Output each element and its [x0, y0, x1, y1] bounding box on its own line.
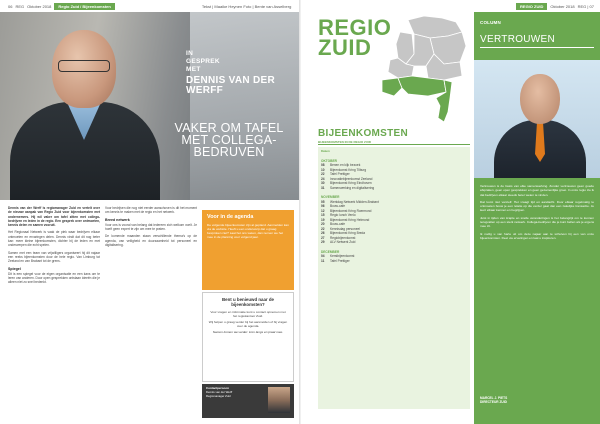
- event-title: Samenwerking en digitalisering: [330, 185, 375, 190]
- event-title: Tafel Prettiger: [330, 172, 350, 176]
- info-sidebox: [202, 292, 294, 382]
- article-column-1: [8, 206, 100, 288]
- contact-card: [202, 384, 294, 418]
- sidebox-text: Wij helpen u graag verder bij het aanmelden of bij vragen over de agenda.: [208, 320, 288, 329]
- column-signature: [480, 396, 507, 405]
- article-lead: Dennis van der Werff is regiomanager Zuid en vertelt over de nieuwe aanpak van Regio Zuid voor bijeenkomsten met ondernemers. Hij wil vaker om tafel zitten met collega-bedrijven en leden in de regio. Een gesprek over ontmoeten, kennis delen en samen vooruit.: [8, 206, 100, 228]
- interviewee-name: DENNIS VAN DER WERFF: [186, 75, 276, 96]
- event-title: Bijeenkomst Kring Tilburg: [330, 167, 367, 172]
- event-day: 31: [321, 185, 325, 190]
- article-subheading: Breed netwerk: [105, 217, 130, 222]
- event-title: Bouw-cafe: [330, 222, 346, 226]
- sidebox-quote: Samen komen we verder: kom langs en praat mee.: [212, 330, 284, 335]
- columnist-photo: [474, 60, 600, 178]
- event-day: 04: [321, 254, 325, 258]
- events-section-subtitle: BIJEENKOMSTEN IN DE REGIO ZUID: [318, 140, 372, 144]
- issue-date-right: Oktober 2018: [550, 3, 575, 9]
- article-paragraph: Het Regionaal Netwerk is vaak de plek waar bedrijven elkaar ontmoeten en ervaringen delen. Dennis vindt dat dit nog beter kan: meer kleine bijeenkomsten, dichter bij de leden en met onderwerpen die echt spelen.: [8, 230, 100, 248]
- event-title: ALV Netwerk Zuid: [330, 240, 356, 244]
- events-caption: Datum: [321, 149, 330, 153]
- credits: Tekst | Maaike Heynen Foto | Bente van Asselberg: [201, 3, 292, 9]
- issue-label: REG: [15, 3, 25, 9]
- column-paragraph: Dat komt niet vanzelf. Het vraagt tijd en aandacht. Door elkaar regelmatig te ontmoeten bouw je een relatie op die verder gaat dan een zakelijke transactie. Je leert elkaar kennen en begrijpen.: [480, 199, 594, 213]
- event-day: 15: [321, 213, 325, 217]
- event-title: Kerstbijeenkomst: [330, 254, 355, 258]
- sidebox-text: Voor vragen en informatie kunt u contact opnemen met het regiokantoor Zuid.: [210, 310, 286, 319]
- interview-kicker: [186, 50, 220, 74]
- event-title: Bijeenkomst Kring Roermond: [330, 208, 372, 213]
- column-divider: [480, 47, 594, 48]
- event-day: 10: [321, 167, 325, 172]
- event-title: Bijeenkomst Kring Helmond: [330, 217, 370, 222]
- map-province-brabant: [398, 76, 446, 96]
- event-title: Regiobijeenkomst: [330, 235, 356, 240]
- event-day: 26: [321, 231, 325, 235]
- kicker-line-3: MET: [186, 66, 201, 73]
- event-day: 20: [321, 222, 325, 226]
- article-paragraph: De komende maanden staan verschillende thema's op de agenda, van veiligheid en duurzaamheid tot personeel en digitalisering.: [105, 234, 197, 248]
- event-day: 27: [321, 235, 325, 240]
- event-title: Regio lunch Venlo: [330, 213, 356, 217]
- signature-role: DIRECTEUR ZUID: [480, 400, 507, 405]
- event-row: [321, 259, 467, 264]
- kicker-line-2: GESPREK: [186, 58, 220, 65]
- events-month-heading: DECEMBER: [321, 249, 340, 254]
- agenda-callout-text: De volgende bijeenkomsten zijn al gepland. Aanmelden kan via de website. Heeft u een onderwerp dat u graag besproken ziet? Laat het ons weten, dan nemen we het mee in de planning voor volgend jaar.: [207, 223, 289, 240]
- events-divider: [318, 144, 470, 145]
- event-title: Tafel Prettiger: [330, 258, 350, 263]
- article-headline: VAKER OM TAFEL MET COLLEGA-BEDRUVEN: [174, 121, 284, 159]
- page-spine: [299, 0, 301, 424]
- event-title: Innovatiebijeenkomst Zeeland: [330, 176, 373, 181]
- event-title: Benen en kijk bezoek: [330, 163, 361, 167]
- event-row: [321, 186, 467, 191]
- page-number-right: REG | 07: [577, 3, 594, 9]
- sidebox-title: Bent u benieuwd naar de bijeenkomsten?: [222, 297, 274, 307]
- page-number-left: 06: [8, 3, 13, 9]
- regio-title-line-2: ZUID: [318, 35, 372, 60]
- article-paragraph: Voor bedrijven die nog niet eerder aanschoven is dit het moment om kennis te maken met de regio en het netwerk.: [105, 206, 197, 215]
- article-paragraph: Dit is een spiegel voor de eigen organisatie en een kans om te leren van anderen. Door open gesprekken ontstaan ideeën die je alleen niet zo snel bedenkt.: [8, 271, 100, 285]
- right-page-header: [300, 0, 600, 12]
- contact-text: [206, 387, 265, 415]
- event-title: Kennisdag personeel: [330, 226, 360, 231]
- event-title: Bouw-cafe: [330, 204, 346, 208]
- column-paragraph: Vertrouwen is de basis van elke samenwerking. Zonder vertrouwen geen goede afspraken, geen open gesprekken en geen gezamenlijke groei. In onze regio zie ik dat bedrijven elkaar steeds beter weten te vinden.: [480, 184, 594, 197]
- column-paragraph: Juist in tijden van krapte en snelle veranderingen is het belangrijk om te kunnen terugvallen op een sterk netwerk. Collega-bedrijven die je kunt bellen als je ergens mee zit.: [480, 215, 594, 229]
- netherlands-map: [378, 14, 470, 126]
- event-day: 22: [321, 226, 325, 231]
- event-title: Bijeenkomst Kring Breda: [330, 231, 366, 235]
- regio-title-line-1: REGIO: [318, 15, 392, 40]
- interview-photo: [0, 12, 300, 200]
- event-day: 24: [321, 176, 325, 181]
- events-list: [318, 147, 470, 409]
- photo-person-glasses: [58, 60, 110, 72]
- signature-name: MARCEL J. PIETS: [480, 396, 508, 400]
- event-day: 22: [321, 172, 325, 176]
- article-paragraph: Samen met een team van vrijwilligers organiseert hij dit najaar een reeks bijeenkomsten door de hele regio. Van Limburg tot Zeeland en van Brabant tot de grens.: [8, 250, 100, 264]
- column-text: [480, 184, 594, 243]
- photo-background-window: [190, 12, 300, 200]
- article-column-2: [105, 206, 197, 250]
- article-paragraph: Voor ons is vooral van belang dat iedereen zich welkom voelt. Je hoeft geen expert te zijn om mee te praten.: [105, 222, 197, 232]
- left-page-header: [0, 0, 300, 12]
- event-title: Werkdag Netwerk Midden-Brabant: [330, 199, 379, 204]
- event-day: 05: [321, 199, 325, 204]
- agenda-callout: [202, 210, 294, 290]
- column-label: COLUMN: [480, 20, 501, 25]
- kicker-line-1: IN: [186, 50, 194, 57]
- events-month-heading: OKTOBER: [321, 158, 337, 163]
- section-tag-right: REGIO ZUID: [516, 3, 547, 10]
- event-day: 11: [321, 258, 325, 263]
- event-row: [321, 240, 467, 245]
- events-section-title: BIJEENKOMSTEN: [318, 128, 409, 139]
- contact-label: Contactpersoon: [206, 386, 230, 390]
- contact-photo: [268, 387, 290, 413]
- events-month-heading: NOVEMBER: [321, 195, 340, 199]
- event-day: 12: [321, 208, 325, 213]
- contact-name: Dennis van der Werff: [206, 389, 233, 394]
- event-day: 29: [321, 240, 325, 244]
- column-paragraph: Ik nodig u van harte uit om deze najaar aan te schuiven bij een van onze bijeenkomsten. Deel uw ervaringen en laat u inspireren.: [480, 231, 594, 240]
- agenda-callout-title: Voor in de agenda: [207, 214, 254, 220]
- event-day: 30: [321, 181, 325, 185]
- event-day: 06: [321, 204, 325, 208]
- contact-role: Regiomanager Zuid: [206, 393, 231, 398]
- event-day: 08: [321, 163, 325, 167]
- article-subheading: Spiegel: [8, 266, 21, 271]
- section-tag: Regio Zuid / Bijeenkomsten: [54, 3, 114, 10]
- event-day: 19: [321, 217, 325, 222]
- columnist-head: [520, 74, 560, 124]
- column-topic: VERTROUWEN: [480, 34, 556, 45]
- event-title: Bijeenkomst Kring Eindhoven: [330, 181, 372, 185]
- issue-date: Oktober 2018: [27, 3, 52, 9]
